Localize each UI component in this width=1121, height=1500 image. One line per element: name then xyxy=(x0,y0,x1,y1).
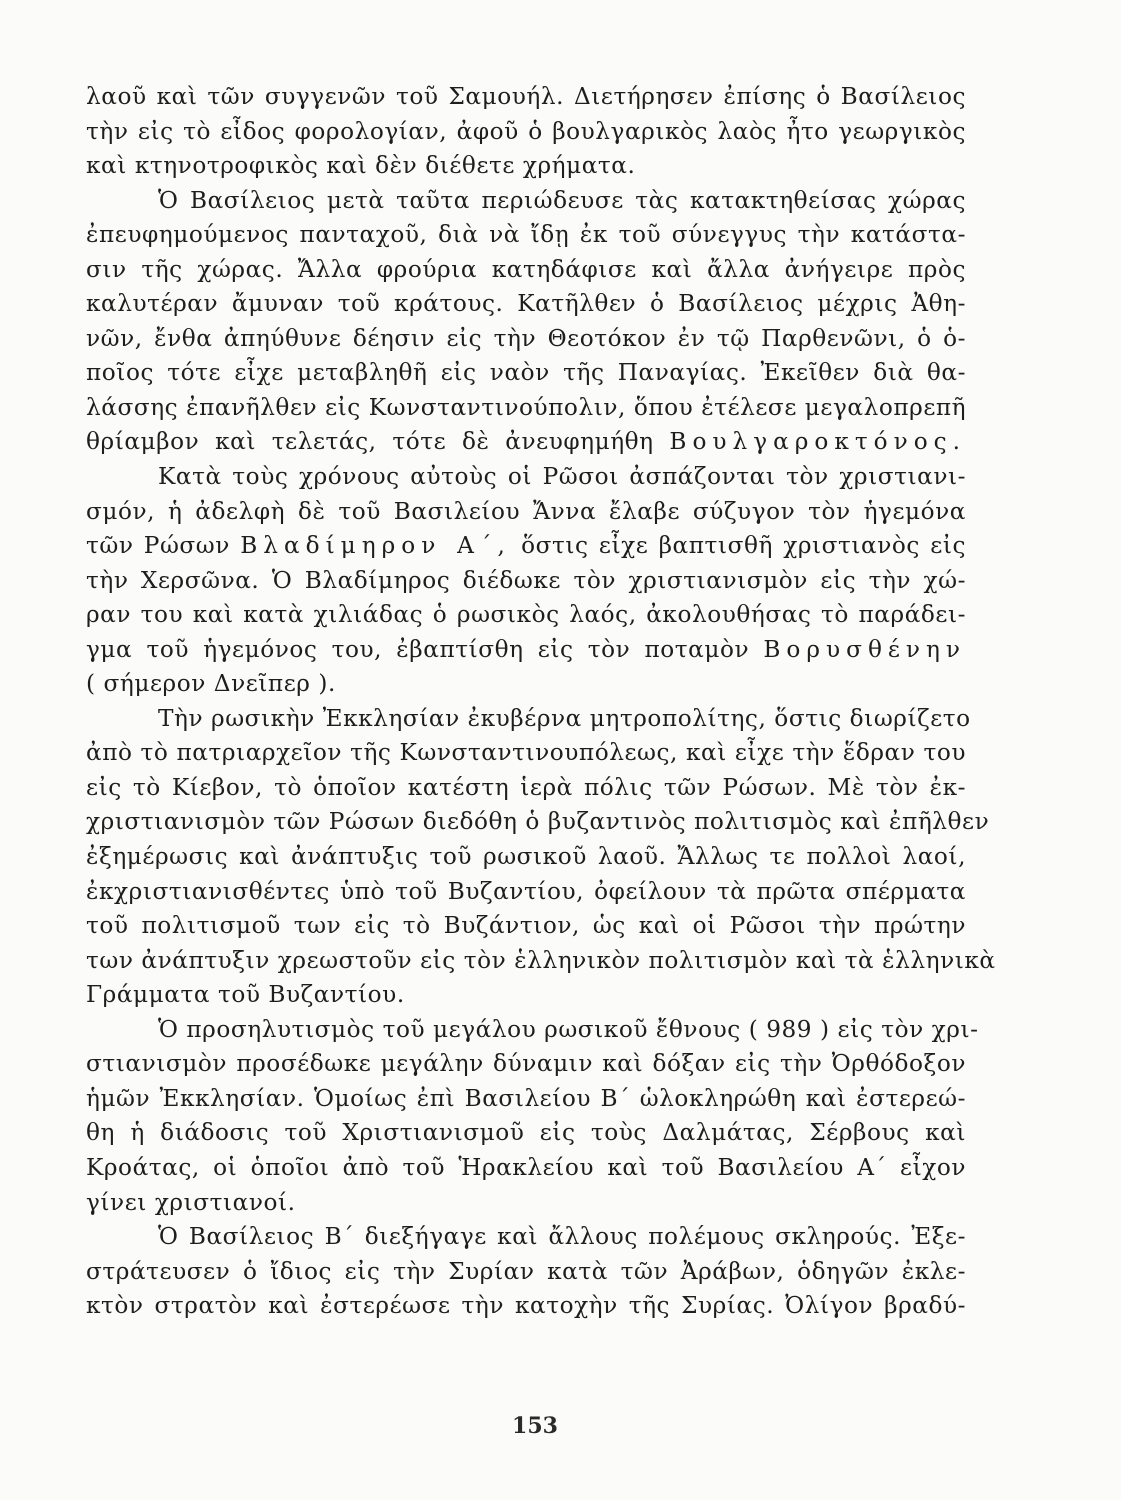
line-part: ὅστις εἶχε βαπτισθῆ χριστιανὸς εἰς xyxy=(521,532,967,560)
text-line: Γράμματα τοῦ Βυζαντίου. xyxy=(86,981,405,1009)
text-line: χριστιανισμὸν τῶν Ρώσων διεδόθη ὁ βυζαντινὸς πολιτισμὸς καὶ ἐπῆλθεν xyxy=(86,808,990,836)
text-line: στράτευσεν ὁ ἴδιος εἰς τὴν Συρίαν κατὰ τῶν Ἀράβων, ὁδηγῶν ἐκλε- xyxy=(86,1257,966,1285)
text-line xyxy=(86,633,966,668)
text-line: τοῦ πολιτισμοῦ των εἰς τὸ Βυζάντιον, ὡς καὶ οἱ Ρῶσοι τὴν πρώτην xyxy=(86,912,966,940)
text-line: ( σήμερον Δνεῖπερ ). xyxy=(86,670,336,698)
text-line: Κατὰ τοὺς χρόνους αὐτοὺς οἱ Ρῶσοι ἀσπάζονται τὸν χριστιανι- xyxy=(158,463,966,491)
text-line: ποῖος τότε εἶχε μεταβληθῆ εἰς ναὸν τῆς Παναγίας. Ἐκεῖθεν διὰ θα- xyxy=(86,359,966,387)
text-line: τὴν εἰς τὸ εἶδος φορολογίαν, ἀφοῦ ὁ βουλγαρικὸς λαὸς ἦτο γεωργικὸς xyxy=(86,117,966,145)
text-line: τὴν Χερσῶνα. Ὁ Βλαδίμηρος διέδωκε τὸν χριστιανισμὸν εἰς τὴν χώ- xyxy=(86,566,966,594)
text-line: στιανισμὸν προσέδωκε μεγάλην δύναμιν καὶ δόξαν εἰς τὴν Ὀρθόδοξον xyxy=(86,1050,966,1078)
text-line: ἡμῶν Ἐκκλησίαν. Ὁμοίως ἐπὶ Βασιλείου Β΄ ὡλοκληρώθη καὶ ἐστερεώ- xyxy=(86,1084,966,1112)
text-line xyxy=(86,425,966,460)
text-line: Τὴν ρωσικὴν Ἐκκλησίαν ἐκυβέρνα μητροπολίτης, ὅστις διωρίζετο xyxy=(158,704,971,732)
text-line: των ἀνάπτυξιν χρεωστοῦν εἰς τὸν ἑλληνικὸν πολιτισμὸν καὶ τὰ ἑλληνικὰ xyxy=(86,946,996,974)
text-line: ραν του καὶ κατὰ χιλιάδας ὁ ρωσικὸς λαός, ἀκολουθήσας τὸ παράδει- xyxy=(86,601,966,629)
spaced-name: Βουλγαροκτόνος. xyxy=(669,428,967,456)
text-line: Κροάτας, οἱ ὁποῖοι ἀπὸ τοῦ Ἡρακλείου καὶ τοῦ Βασιλείου Α΄ εἶχον xyxy=(86,1153,966,1181)
text-line: σιν τῆς χώρας. Ἄλλα φρούρια κατηδάφισε καὶ ἄλλα ἀνήγειρε πρὸς xyxy=(86,255,966,283)
line-part: θρίαμβον καὶ τελετάς, τότε δὲ ἀνευφημήθη xyxy=(86,428,654,456)
text-line: ἐπευφημούμενος πανταχοῦ, διὰ νὰ ἴδῃ ἐκ τοῦ σύνεγγυς τὴν κατάστα- xyxy=(86,221,966,249)
text-line: ἐκχριστιανισθέντες ὑπὸ τοῦ Βυζαντίου, ὀφείλουν τὰ πρῶτα σπέρματα xyxy=(86,877,966,905)
text-line xyxy=(86,529,966,564)
text-line: Ὁ προσηλυτισμὸς τοῦ μεγάλου ρωσικοῦ ἔθνους ( 989 ) εἰς τὸν χρι- xyxy=(158,1015,979,1043)
text-line: θη ἡ διάδοσις τοῦ Χριστιανισμοῦ εἰς τοὺς Δαλμάτας, Σέρβους καὶ xyxy=(86,1119,966,1147)
text-line: γίνει χριστιανοί. xyxy=(86,1188,296,1216)
text-line: ἐξημέρωσις καὶ ἀνάπτυξις τοῦ ρωσικοῦ λαοῦ. Ἄλλως τε πολλοὶ λαοί, xyxy=(86,843,966,871)
line-part: τῶν Ρώσων xyxy=(86,532,230,560)
text-line: ἀπὸ τὸ πατριαρχεῖον τῆς Κωνσταντινουπόλεως, καὶ εἶχε τὴν ἕδραν του xyxy=(86,739,966,767)
page-number: 153 xyxy=(512,1413,558,1439)
text-line: εἰς τὸ Κίεβον, τὸ ὁποῖον κατέστη ἱερὰ πόλις τῶν Ρώσων. Μὲ τὸν ἐκ- xyxy=(86,773,966,801)
text-line: νῶν, ἔνθα ἀπηύθυνε δέησιν εἰς τὴν Θεοτόκον ἐν τῷ Παρθενῶνι, ὁ ὁ- xyxy=(86,324,966,352)
text-line: λαοῦ καὶ τῶν συγγενῶν τοῦ Σαμουήλ. Διετήρησεν ἐπίσης ὁ Βασίλειος xyxy=(86,83,966,110)
line-part: γμα τοῦ ἡγεμόνος του, ἐβαπτίσθη εἰς τὸν ποταμὸν xyxy=(86,635,750,663)
text-line: καὶ κτηνοτροφικὸς καὶ δὲν διέθετε χρήματα. xyxy=(86,152,636,180)
text-line: Ὁ Βασίλειος Β΄ διεξήγαγε καὶ ἄλλους πολέμους σκληρούς. Ἐξε- xyxy=(158,1223,966,1251)
text-line: κτὸν στρατὸν καὶ ἐστερέωσε τὴν κατοχὴν τῆς Συρίας. Ὀλίγον βραδύ- xyxy=(86,1292,966,1320)
spaced-name: Βλαδίμηρον Α΄, xyxy=(240,532,511,560)
text-line: λάσσης ἐπανῆλθεν εἰς Κωνσταντινούπολιν, ὅπου ἐτέλεσε μεγαλοπρεπῆ xyxy=(86,393,967,421)
text-line: σμόν, ἡ ἀδελφὴ δὲ τοῦ Βασιλείου Ἄννα ἔλαβε σύζυγον τὸν ἡγεμόνα xyxy=(86,497,966,525)
text-line: καλυτέραν ἄμυναν τοῦ κράτους. Κατῆλθεν ὁ Βασίλειος μέχρις Ἀθη- xyxy=(86,290,966,318)
body-text xyxy=(86,80,996,1324)
spaced-name: Βορυσθένην xyxy=(763,635,967,663)
text-line: Ὁ Βασίλειος μετὰ ταῦτα περιώδευσε τὰς κατακτηθείσας χώρας xyxy=(158,186,966,214)
